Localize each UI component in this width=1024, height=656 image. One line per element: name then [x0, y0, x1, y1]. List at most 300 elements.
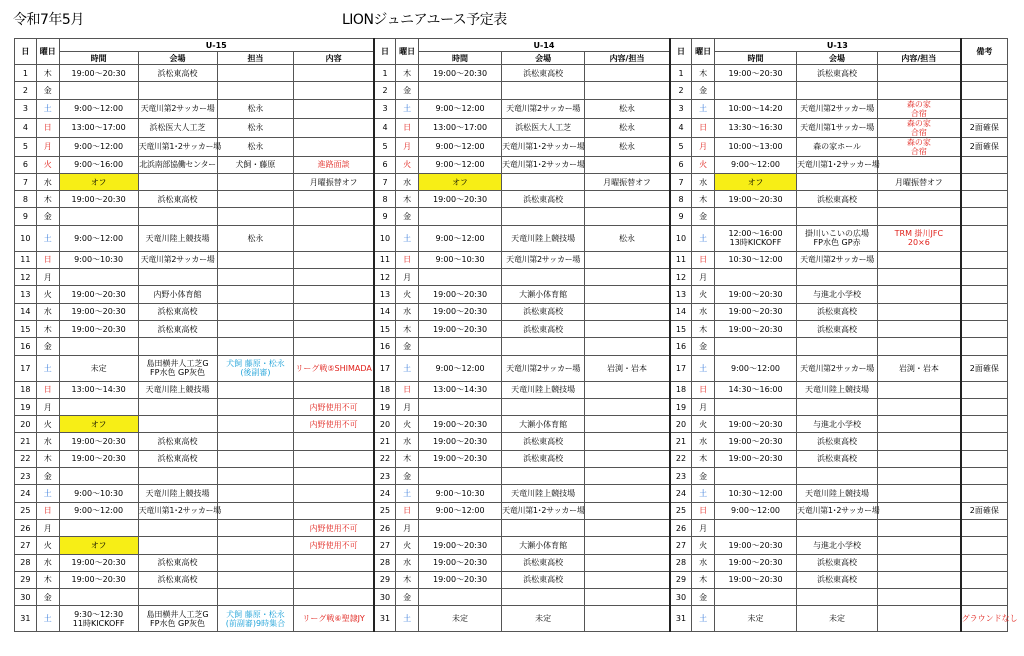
- u15-time-cell: [59, 338, 138, 355]
- u14-time-cell: 19:00～20:30: [419, 65, 502, 82]
- u13-content-staff-cell: [878, 398, 961, 415]
- u15-day-cell: 31: [15, 606, 37, 632]
- u15-weekday-cell: 日: [36, 502, 59, 519]
- col-day-u13: 日: [670, 39, 692, 65]
- u15-venue-cell: [138, 82, 217, 99]
- u14-weekday-cell: 火: [396, 156, 419, 173]
- u14-day-cell: 3: [374, 99, 396, 118]
- notes-cell: [961, 338, 1008, 355]
- u14-time-cell: [419, 468, 502, 485]
- u13-venue-cell: [797, 338, 878, 355]
- u14-content-staff-cell: [585, 554, 670, 571]
- u13-content-staff-cell: [878, 82, 961, 99]
- u13-venue-cell: 浜松東高校: [797, 554, 878, 571]
- u15-content-cell: [294, 251, 374, 268]
- u13-venue-cell: 浜松東高校: [797, 303, 878, 320]
- u14-day-cell: 26: [374, 519, 396, 536]
- u13-time-cell: [715, 468, 797, 485]
- u14-venue-cell: 浜松東高校: [502, 554, 585, 571]
- u13-venue-cell: 浜松東高校: [797, 191, 878, 208]
- notes-cell: グラウンドなし: [961, 606, 1008, 632]
- period-label: 令和7年5月: [13, 12, 84, 28]
- u15-weekday-cell: 日: [36, 251, 59, 268]
- u15-day-cell: 16: [15, 338, 37, 355]
- u14-weekday-cell: 月: [396, 137, 419, 156]
- u13-day-cell: 5: [670, 137, 692, 156]
- u15-weekday-cell: 土: [36, 99, 59, 118]
- u15-staff-cell: 犬飼 藤原・松永 (前副審)9時集合: [217, 606, 294, 632]
- u15-venue-cell: 天竜川第1･2サッカー場: [138, 137, 217, 156]
- u13-content-staff-cell: [878, 156, 961, 173]
- u14-venue-cell: 天竜川第2サッカー場: [502, 251, 585, 268]
- u15-weekday-cell: 土: [36, 606, 59, 632]
- u13-weekday-cell: 土: [692, 355, 715, 381]
- u14-content-staff-cell: [585, 450, 670, 467]
- u15-content-cell: 内野使用不可: [294, 537, 374, 554]
- u13-content-staff-cell: [878, 303, 961, 320]
- u15-venue-cell: [138, 398, 217, 415]
- u14-time-cell: [419, 208, 502, 225]
- u14-day-cell: 4: [374, 118, 396, 137]
- u13-day-cell: 10: [670, 225, 692, 251]
- u15-time-cell: 9:00～12:00: [59, 502, 138, 519]
- u15-venue-cell: 浜松東高校: [138, 320, 217, 337]
- u13-venue-cell: 浜松東高校: [797, 571, 878, 588]
- u15-day-cell: 7: [15, 173, 37, 190]
- u15-content-cell: リーグ戦⑥聖隷JY: [294, 606, 374, 632]
- u15-staff-cell: 松永: [217, 99, 294, 118]
- u14-content-staff-cell: [585, 320, 670, 337]
- u15-day-cell: 8: [15, 191, 37, 208]
- notes-cell: [961, 208, 1008, 225]
- u13-day-cell: 6: [670, 156, 692, 173]
- u15-day-cell: 1: [15, 65, 37, 82]
- u13-venue-cell: [797, 269, 878, 286]
- u13-content-staff-cell: [878, 65, 961, 82]
- u15-staff-cell: [217, 320, 294, 337]
- u15-weekday-cell: 火: [36, 537, 59, 554]
- u14-weekday-cell: 木: [396, 191, 419, 208]
- u13-day-cell: 11: [670, 251, 692, 268]
- u14-weekday-cell: 月: [396, 519, 419, 536]
- u14-venue-cell: [502, 208, 585, 225]
- u15-weekday-cell: 土: [36, 355, 59, 381]
- u14-venue-cell: [502, 468, 585, 485]
- u15-weekday-cell: 月: [36, 519, 59, 536]
- u15-day-cell: 30: [15, 589, 37, 606]
- u15-day-cell: 4: [15, 118, 37, 137]
- table-row: [15, 225, 1008, 251]
- u15-time-cell: 9:00～10:30: [59, 251, 138, 268]
- u15-venue-cell: 浜松東高校: [138, 571, 217, 588]
- u15-content-cell: [294, 82, 374, 99]
- u14-venue-cell: [502, 173, 585, 190]
- u13-venue-cell: 未定: [797, 606, 878, 632]
- u15-staff-cell: [217, 416, 294, 433]
- u14-day-cell: 11: [374, 251, 396, 268]
- u13-venue-cell: 浜松東高校: [797, 433, 878, 450]
- u13-weekday-cell: 金: [692, 208, 715, 225]
- notes-cell: [961, 156, 1008, 173]
- u15-time-cell: 19:00～20:30: [59, 554, 138, 571]
- u13-weekday-cell: 土: [692, 99, 715, 118]
- u14-time-cell: [419, 338, 502, 355]
- u14-time-cell: オフ: [419, 173, 502, 190]
- u15-day-cell: 18: [15, 381, 37, 398]
- u15-day-cell: 15: [15, 320, 37, 337]
- u15-staff-cell: [217, 82, 294, 99]
- u13-time-cell: 19:00～20:30: [715, 303, 797, 320]
- u14-time-cell: 19:00～20:30: [419, 537, 502, 554]
- u15-time-cell: 19:00～20:30: [59, 286, 138, 303]
- u13-time-cell: 12:00～16:00 13時KICKOFF: [715, 225, 797, 251]
- u14-day-cell: 18: [374, 381, 396, 398]
- u14-weekday-cell: 水: [396, 173, 419, 190]
- notes-cell: [961, 320, 1008, 337]
- u14-day-cell: 21: [374, 433, 396, 450]
- u15-day-cell: 14: [15, 303, 37, 320]
- u13-day-cell: 14: [670, 303, 692, 320]
- u14-content-staff-cell: [585, 589, 670, 606]
- u13-weekday-cell: 火: [692, 416, 715, 433]
- u14-venue-cell: [502, 589, 585, 606]
- u15-content-cell: 進路面談: [294, 156, 374, 173]
- u15-time-cell: 19:00～20:30: [59, 303, 138, 320]
- u14-content-staff-cell: 月曜振替オフ: [585, 173, 670, 190]
- group-u14: U-14: [419, 39, 670, 52]
- u14-content-staff-cell: [585, 537, 670, 554]
- u13-weekday-cell: 月: [692, 269, 715, 286]
- u13-weekday-cell: 火: [692, 286, 715, 303]
- u14-day-cell: 10: [374, 225, 396, 251]
- u15-time-cell: [59, 269, 138, 286]
- u13-time-cell: 19:00～20:30: [715, 450, 797, 467]
- u15-venue-cell: [138, 519, 217, 536]
- u15-staff-cell: 犬飼・藤原: [217, 156, 294, 173]
- notes-cell: [961, 82, 1008, 99]
- u15-venue-cell: 島田横井人工芝G FP水色 GP灰色: [138, 355, 217, 381]
- u14-day-cell: 30: [374, 589, 396, 606]
- u13-weekday-cell: 日: [692, 502, 715, 519]
- u15-venue-cell: 天竜川第1･2サッカー場: [138, 502, 217, 519]
- u13-time-cell: 9:00～12:00: [715, 502, 797, 519]
- u13-venue-cell: [797, 589, 878, 606]
- u13-time-cell: 19:00～20:30: [715, 554, 797, 571]
- u15-staff-cell: [217, 65, 294, 82]
- u13-day-cell: 18: [670, 381, 692, 398]
- u13-weekday-cell: 金: [692, 468, 715, 485]
- notes-cell: [961, 99, 1008, 118]
- u15-day-cell: 13: [15, 286, 37, 303]
- u15-content-cell: 内野使用不可: [294, 416, 374, 433]
- u15-staff-cell: [217, 485, 294, 502]
- u15-day-cell: 17: [15, 355, 37, 381]
- u15-content-cell: [294, 554, 374, 571]
- u15-venue-cell: [138, 338, 217, 355]
- u14-time-cell: 19:00～20:30: [419, 191, 502, 208]
- u13-time-cell: [715, 519, 797, 536]
- u14-time-cell: 19:00～20:30: [419, 450, 502, 467]
- u15-time-cell: [59, 519, 138, 536]
- u13-time-cell: 未定: [715, 606, 797, 632]
- u15-staff-cell: [217, 589, 294, 606]
- u13-content-staff-cell: [878, 269, 961, 286]
- u15-venue-cell: [138, 589, 217, 606]
- notes-cell: [961, 571, 1008, 588]
- u14-venue-cell: 大瀬小体育館: [502, 537, 585, 554]
- table-row: [15, 173, 1008, 190]
- u15-venue-cell: 浜松東高校: [138, 450, 217, 467]
- u15-venue-cell: 浜松東高校: [138, 554, 217, 571]
- table-row: [15, 251, 1008, 268]
- u13-content-staff-cell: [878, 191, 961, 208]
- u14-day-cell: 15: [374, 320, 396, 337]
- u15-content-cell: [294, 65, 374, 82]
- u14-weekday-cell: 日: [396, 502, 419, 519]
- u13-venue-cell: [797, 519, 878, 536]
- u15-day-cell: 22: [15, 450, 37, 467]
- u15-day-cell: 9: [15, 208, 37, 225]
- u14-venue-cell: 浜松東高校: [502, 191, 585, 208]
- u14-venue-cell: 大瀬小体育館: [502, 286, 585, 303]
- col-notes: 備考: [961, 39, 1008, 65]
- u14-venue-cell: 天竜川第2サッカー場: [502, 99, 585, 118]
- col-venue-u14: 会場: [502, 52, 585, 65]
- u13-weekday-cell: 土: [692, 606, 715, 632]
- u14-day-cell: 13: [374, 286, 396, 303]
- notes-cell: [961, 433, 1008, 450]
- u13-time-cell: 9:00～12:00: [715, 156, 797, 173]
- notes-cell: [961, 303, 1008, 320]
- u14-day-cell: 31: [374, 606, 396, 632]
- u13-content-staff-cell: [878, 589, 961, 606]
- u14-weekday-cell: 水: [396, 433, 419, 450]
- u14-time-cell: 13:00～17:00: [419, 118, 502, 137]
- u13-venue-cell: 浜松東高校: [797, 65, 878, 82]
- u13-venue-cell: 浜松東高校: [797, 320, 878, 337]
- u13-day-cell: 8: [670, 191, 692, 208]
- u14-venue-cell: [502, 519, 585, 536]
- u15-staff-cell: [217, 381, 294, 398]
- u15-weekday-cell: 木: [36, 65, 59, 82]
- u13-time-cell: [715, 589, 797, 606]
- u14-day-cell: 17: [374, 355, 396, 381]
- u13-time-cell: [715, 82, 797, 99]
- u15-time-cell: [59, 468, 138, 485]
- u14-content-staff-cell: [585, 269, 670, 286]
- u15-weekday-cell: 金: [36, 338, 59, 355]
- u14-time-cell: 未定: [419, 606, 502, 632]
- u15-time-cell: 未定: [59, 355, 138, 381]
- table-row: [15, 502, 1008, 519]
- u15-day-cell: 20: [15, 416, 37, 433]
- u14-venue-cell: [502, 269, 585, 286]
- u13-content-staff-cell: 岩渕・岩本: [878, 355, 961, 381]
- u14-time-cell: [419, 519, 502, 536]
- u14-day-cell: 2: [374, 82, 396, 99]
- u13-time-cell: 10:00～13:00: [715, 137, 797, 156]
- u15-day-cell: 3: [15, 99, 37, 118]
- u15-staff-cell: [217, 338, 294, 355]
- u13-time-cell: 9:00～12:00: [715, 355, 797, 381]
- u15-day-cell: 19: [15, 398, 37, 415]
- u15-content-cell: [294, 303, 374, 320]
- u13-time-cell: [715, 338, 797, 355]
- schedule-rows: [15, 65, 1018, 632]
- u15-venue-cell: 浜松東高校: [138, 303, 217, 320]
- u14-day-cell: 27: [374, 537, 396, 554]
- u14-weekday-cell: 土: [396, 485, 419, 502]
- u15-day-cell: 10: [15, 225, 37, 251]
- u14-weekday-cell: 土: [396, 606, 419, 632]
- u14-weekday-cell: 月: [396, 269, 419, 286]
- u14-time-cell: 9:00～12:00: [419, 502, 502, 519]
- notes-cell: [961, 191, 1008, 208]
- notes-cell: [961, 468, 1008, 485]
- u15-day-cell: 11: [15, 251, 37, 268]
- u13-weekday-cell: 木: [692, 571, 715, 588]
- u15-time-cell: 19:00～20:30: [59, 433, 138, 450]
- u14-day-cell: 8: [374, 191, 396, 208]
- col-weekday-u14: 曜日: [396, 39, 419, 65]
- u14-time-cell: 9:00～12:00: [419, 137, 502, 156]
- u14-weekday-cell: 木: [396, 65, 419, 82]
- notes-cell: [961, 450, 1008, 467]
- u15-time-cell: 19:00～20:30: [59, 450, 138, 467]
- u14-day-cell: 5: [374, 137, 396, 156]
- u14-weekday-cell: 水: [396, 303, 419, 320]
- u15-day-cell: 2: [15, 82, 37, 99]
- u15-day-cell: 26: [15, 519, 37, 536]
- u13-day-cell: 30: [670, 589, 692, 606]
- u15-weekday-cell: 水: [36, 303, 59, 320]
- u14-content-staff-cell: [585, 485, 670, 502]
- table-row: [15, 381, 1008, 398]
- u13-time-cell: 10:30～12:00: [715, 485, 797, 502]
- u13-content-staff-cell: [878, 571, 961, 588]
- u13-content-staff-cell: [878, 606, 961, 632]
- u15-staff-cell: [217, 537, 294, 554]
- u14-time-cell: 19:00～20:30: [419, 554, 502, 571]
- u15-day-cell: 5: [15, 137, 37, 156]
- u15-content-cell: [294, 468, 374, 485]
- u15-content-cell: [294, 589, 374, 606]
- u14-day-cell: 23: [374, 468, 396, 485]
- u13-content-staff-cell: [878, 433, 961, 450]
- table-row: [15, 485, 1008, 502]
- u14-day-cell: 1: [374, 65, 396, 82]
- notes-cell: [961, 554, 1008, 571]
- u13-time-cell: [715, 398, 797, 415]
- u13-venue-cell: 天竜川陸上競技場: [797, 485, 878, 502]
- u14-time-cell: 13:00～14:30: [419, 381, 502, 398]
- u13-content-staff-cell: [878, 450, 961, 467]
- u13-content-staff-cell: TRM 掛川JFC 20×6: [878, 225, 961, 251]
- u15-staff-cell: [217, 251, 294, 268]
- u15-staff-cell: [217, 398, 294, 415]
- u13-time-cell: [715, 208, 797, 225]
- u13-weekday-cell: 木: [692, 65, 715, 82]
- u13-day-cell: 9: [670, 208, 692, 225]
- u13-venue-cell: 天竜川第2サッカー場: [797, 355, 878, 381]
- u15-weekday-cell: 金: [36, 208, 59, 225]
- col-content-u15: 内容: [294, 52, 374, 65]
- u13-time-cell: 19:00～20:30: [715, 191, 797, 208]
- u15-staff-cell: [217, 450, 294, 467]
- notes-cell: [961, 519, 1008, 536]
- u14-content-staff-cell: 松永: [585, 225, 670, 251]
- u14-weekday-cell: 火: [396, 537, 419, 554]
- col-staff-u15: 担当: [217, 52, 294, 65]
- u15-venue-cell: [138, 468, 217, 485]
- u13-day-cell: 15: [670, 320, 692, 337]
- u15-day-cell: 28: [15, 554, 37, 571]
- u14-venue-cell: 天竜川第1･2サッカー場: [502, 502, 585, 519]
- u14-content-staff-cell: [585, 156, 670, 173]
- u13-weekday-cell: 月: [692, 398, 715, 415]
- u15-content-cell: [294, 137, 374, 156]
- u15-venue-cell: 天竜川陸上競技場: [138, 485, 217, 502]
- u14-venue-cell: 浜松東高校: [502, 320, 585, 337]
- u14-venue-cell: 天竜川第1･2サッカー場: [502, 137, 585, 156]
- table-row: [15, 320, 1008, 337]
- u15-time-cell: 19:00～20:30: [59, 571, 138, 588]
- u15-staff-cell: 松永: [217, 225, 294, 251]
- u13-weekday-cell: 土: [692, 225, 715, 251]
- u14-content-staff-cell: [585, 519, 670, 536]
- u13-day-cell: 27: [670, 537, 692, 554]
- u15-weekday-cell: 木: [36, 320, 59, 337]
- table-row: [15, 416, 1008, 433]
- u13-time-cell: 14:30～16:00: [715, 381, 797, 398]
- u14-day-cell: 19: [374, 398, 396, 415]
- u14-weekday-cell: 金: [396, 208, 419, 225]
- u15-venue-cell: [138, 416, 217, 433]
- u13-venue-cell: 与進北小学校: [797, 286, 878, 303]
- u13-time-cell: 19:00～20:30: [715, 433, 797, 450]
- table-row: [15, 208, 1008, 225]
- u14-venue-cell: 天竜川第2サッカー場: [502, 355, 585, 381]
- u14-weekday-cell: 日: [396, 251, 419, 268]
- u13-venue-cell: 掛川いこいの広場 FP水色 GP赤: [797, 225, 878, 251]
- u13-content-staff-cell: [878, 485, 961, 502]
- u15-content-cell: [294, 286, 374, 303]
- col-time-u14: 時間: [419, 52, 502, 65]
- group-u15: U-15: [59, 39, 374, 52]
- u13-content-staff-cell: [878, 519, 961, 536]
- u14-content-staff-cell: 松永: [585, 137, 670, 156]
- u15-weekday-cell: 木: [36, 571, 59, 588]
- u15-weekday-cell: 日: [36, 381, 59, 398]
- u14-content-staff-cell: [585, 82, 670, 99]
- u14-venue-cell: 天竜川第1･2サッカー場: [502, 156, 585, 173]
- u15-day-cell: 24: [15, 485, 37, 502]
- u15-weekday-cell: 木: [36, 191, 59, 208]
- notes-cell: [961, 225, 1008, 251]
- u15-content-cell: 月曜振替オフ: [294, 173, 374, 190]
- u13-weekday-cell: 木: [692, 320, 715, 337]
- u15-weekday-cell: 水: [36, 173, 59, 190]
- u14-weekday-cell: 金: [396, 468, 419, 485]
- col-cs-u13: 内容/担当: [878, 52, 961, 65]
- u15-staff-cell: [217, 433, 294, 450]
- u15-staff-cell: [217, 468, 294, 485]
- u15-time-cell: [59, 82, 138, 99]
- u14-time-cell: [419, 269, 502, 286]
- table-row: [15, 519, 1008, 536]
- u13-day-cell: 26: [670, 519, 692, 536]
- notes-cell: 2面確保: [961, 502, 1008, 519]
